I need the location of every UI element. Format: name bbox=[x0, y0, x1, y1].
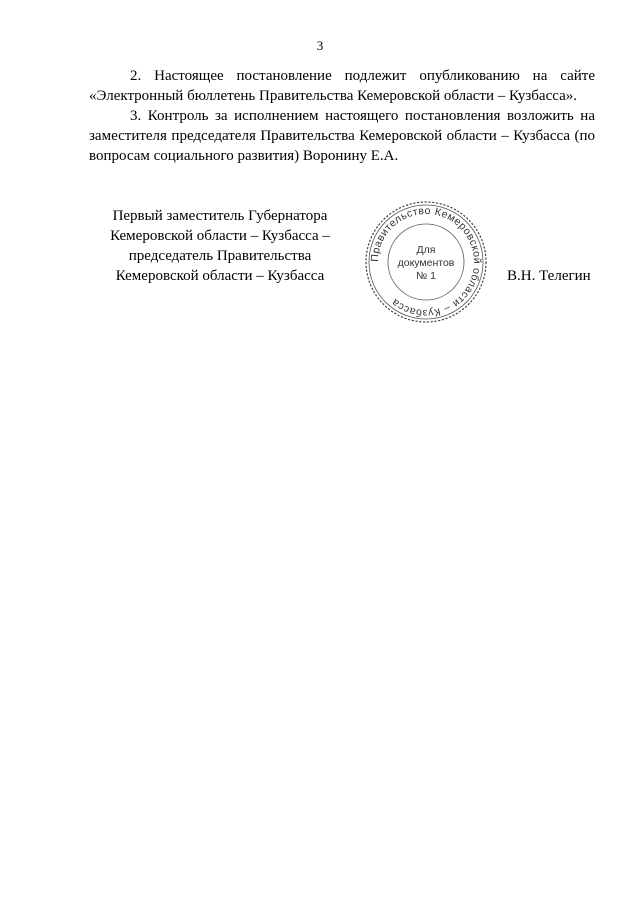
body-text bbox=[89, 66, 595, 166]
seal-graphic bbox=[364, 200, 488, 324]
signatory-title bbox=[93, 206, 347, 286]
signatory-line: Кемеровской области – Кузбасса – bbox=[110, 228, 330, 244]
signatory-line: Кемеровской области – Кузбасса bbox=[115, 268, 325, 284]
signatory-line: Первый заместитель Губернатора bbox=[112, 208, 328, 224]
signatory-line: председатель Правительства bbox=[128, 248, 312, 264]
seal-center-line: Для bbox=[416, 244, 436, 256]
official-seal bbox=[364, 200, 488, 324]
signatory-name: В.Н. Телегин bbox=[507, 268, 591, 284]
paragraph-control: 3. Контроль за исполнением настоящего постановления возложить на заместителя председателя Правительства Кемеровской области – Кузбасса (по вопросам социального развития) Воронину Е.А. bbox=[89, 108, 595, 164]
page-number: 3 bbox=[316, 38, 324, 53]
seal-center-line: № 1 bbox=[415, 270, 437, 282]
seal-center-line: документов bbox=[397, 257, 455, 269]
seal-ring-text: Правительство Кемеровской области – Кузбасса bbox=[368, 204, 484, 320]
paragraph-publication: 2. Настоящее постановление подлежит опубликованию на сайте «Электронный бюллетень Правительства Кемеровской области – Кузбасса». bbox=[89, 68, 595, 104]
